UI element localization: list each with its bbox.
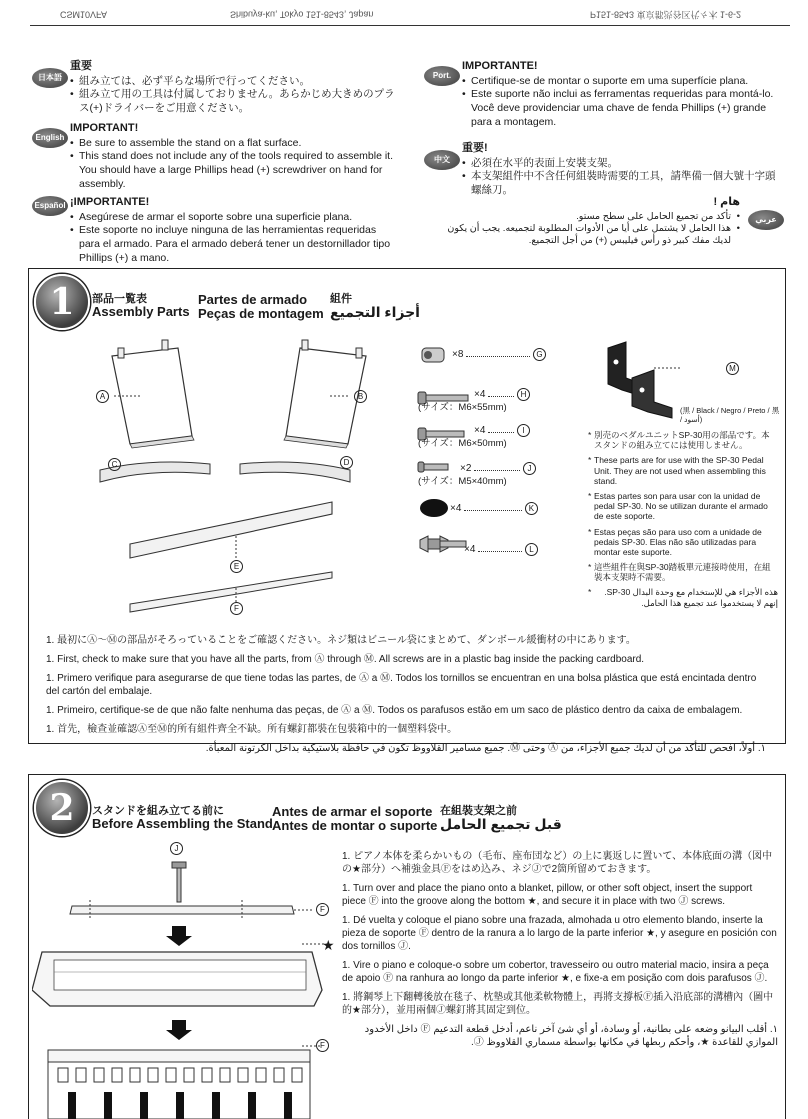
label-a: A <box>96 390 109 404</box>
step1-number: 1 <box>34 274 90 330</box>
label-b: B <box>354 390 367 404</box>
instruction-es: 1. Dé vuelta y coloque el piano sobre una frazada, almohada u otro elemento blando, inserte la pieza de soporte Ⓕ dentro de la ranura a lo largo de la parte inferior ★, y asegure en posición con dos tornillos Ⓙ. <box>342 915 777 952</box>
part-size-h: (サイズ：M6×55mm) <box>418 402 507 413</box>
part-row-l: ×4 L <box>464 543 538 557</box>
label-m: M <box>726 362 739 376</box>
instruction-pt: 1. Vire o piano e coloque-o sobre um cobertor, travesseiro ou outro material macio, insira a peça de apoio Ⓕ na ranhura ao longo da parte inferior ★, e fixe-a em posição com dois parafusos Ⓙ. <box>342 960 769 984</box>
note-ar: * هذه الأجزاء هي للإستخدام مع وحدة البدال SP-30. إنهم لا يستخدموا عند تجميع هذا الحامل. <box>588 587 778 607</box>
warning-item: • 本支架組件中不含任何組裝時需要的工具，請準備一個大號十字頭螺絲刀。 <box>462 170 782 197</box>
bracket-color-note: (黒 / Black / Negro / Preto / 黑 / أسود) <box>680 406 780 424</box>
warning-item: • 組み立ては、必ず平らな場所で行ってください。 <box>70 75 400 89</box>
warning-ja <box>70 60 400 116</box>
step2-heading-ja-en: スタンドを組み立てる前に Before Assembling the Stand <box>92 805 273 832</box>
badge-portuguese: Port. <box>424 66 460 86</box>
warning-item: • Certifique-se de montar o suporte em uma superfície plana. <box>462 75 782 89</box>
label-j: J <box>170 842 183 856</box>
instruction-es: 1. Primero verifique para asegurarse de que tiene todas las partes, de Ⓐ a Ⓜ. Todos los tornillos se encuentran en una bolsa plástica que está encintada dentro del cartón del embalaje. <box>46 673 757 697</box>
step1-heading-es-pt: Partes de armado Peças de montagem <box>198 292 324 322</box>
step1-heading-ja-en: 部品一覧表 Assembly Parts <box>92 293 190 320</box>
step1-instructions <box>46 634 766 761</box>
label-f-top: F <box>316 903 329 917</box>
warning-ar <box>440 196 740 248</box>
label-c: C <box>108 458 121 472</box>
part-row-h: ×4 H <box>474 388 530 402</box>
warning-item: • تأكد من تجميع الحامل على سطح مستو. <box>440 211 740 223</box>
sp30-notes <box>588 430 778 613</box>
badge-spanish: Español <box>32 196 68 216</box>
note-es: * Estas partes son para usar con la unidad de pedal SP-30. No se utilizan durante el armado de este soporte. <box>588 491 778 522</box>
note-zh: * 這些組件在與SP-30踏板單元連接時使用，在組裝本支架時不需要。 <box>588 562 778 582</box>
label-f-bottom: F <box>316 1039 329 1053</box>
warning-pt <box>462 60 782 129</box>
warning-title: 重要 <box>70 60 92 72</box>
strip-right-text: P151-8543 東京都渋谷区代々木 1-6-2 <box>590 9 742 20</box>
strip-left-text: CSM10VFA <box>60 9 108 20</box>
warning-item: • Be sure to assemble the stand on a flat surface. <box>70 137 400 151</box>
label-f: F <box>230 602 243 616</box>
instruction-pt: 1. Primeiro, certifique-se de que não falte nenhuma das peças, de Ⓐ a Ⓜ. Todos os parafusos estão em um saco de plástico dentro da caixa de embalagem. <box>46 705 743 716</box>
part-size-j: (サイズ：M5×40mm) <box>418 476 507 487</box>
warning-title: ¡IMPORTANTE! <box>70 196 150 208</box>
instruction-ar: ١. أقلب البيانو وضعه على بطانية، أو وسادة، أو أي شئ آخر ناعم، أدخل قطعة التدعيم Ⓕ داخل الأخدود الموازي للقاعدة ★، وأحكم ربطها في مكانها بواسطة مسماري القلاووظ Ⓙ. <box>364 1024 778 1048</box>
step2-illustration <box>32 840 332 1119</box>
label-e: E <box>230 560 243 574</box>
warning-item: • 組み立て用の工具は付属しておりません。あらかじめ大きめのプラス(+)ドライバーをご用意ください。 <box>70 88 400 115</box>
warning-item: • 必須在水平的表面上安裝支架。 <box>462 157 782 171</box>
note-ja: * 別売のペダルユニットSP-30用の部品です。本スタンドの組み立てには使用しません。 <box>588 430 778 450</box>
step2-heading-es-pt: Antes de armar el soporte Antes de montar o suporte <box>272 804 438 834</box>
note-pt: * Estas peças são para uso com a unidade de pedais SP-30. Elas não são utilizadas para montar este suporte. <box>588 527 778 558</box>
instruction-en: 1. First, check to make sure that you have all the parts, from Ⓐ through Ⓜ. All screws are in a plastic bag inside the packing cardboard. <box>46 654 645 665</box>
warning-zh <box>462 142 782 198</box>
warning-item: • This stand does not include any of the tools required to assemble it. You should have a large Phillips head (+) screwdriver on hand for assembly. <box>70 150 400 191</box>
warning-en <box>70 122 400 191</box>
part-row-i: ×4 I <box>474 424 530 438</box>
strip-mid-text: Shibuya-ku, Tokyo 151-8543, Japan <box>230 9 374 20</box>
step2-instructions <box>342 850 778 1055</box>
instruction-ja: 1. 最初にⒶ〜Ⓜの部品がそろっていることをご確認ください。ネジ類はビニール袋にまとめて、ダンボール緩衝材の中にあります。 <box>46 635 636 646</box>
warning-title: IMPORTANTE! <box>462 60 538 72</box>
instruction-zh: 1. 首先，檢查並確認Ⓐ至Ⓜ的所有組件齊全不缺。所有螺釘都裝在包裝箱中的一個塑料袋中。 <box>46 724 458 735</box>
step1-heading-zh-ar: 組件 أجزاء التجميع <box>330 293 420 321</box>
warning-item: • Este suporte não inclui as ferramentas requeridas para montá-lo. Você deve providenciar uma chave de fenda Phillips (+) grande para a montagem. <box>462 88 782 129</box>
badge-chinese: 中文 <box>424 150 460 170</box>
bracket-m-illustration <box>592 338 682 428</box>
instruction-ar: ١. أولاً، افحص للتأكد من أن لديك جميع الأجزاء، من Ⓐ وحتى Ⓜ. جميع مسامير القلاووظ تكون في حافظة بلاستيكية بداخل الكرتونة المعبأة. <box>205 743 766 754</box>
warning-item: • هذا الحامل لا يشتمل على أيا من الأدوات المطلوبة لتجميعه. يجب أن يكون لديك مفك كبير ذو رأس فيليبس (+) من أجل التجميع. <box>440 223 740 248</box>
part-row-k: ×4 K <box>450 502 538 516</box>
step2-heading-zh-ar: 在組裝支架之前 قبل تجميع الحامل <box>440 805 562 833</box>
star-marker: ★ <box>322 937 335 953</box>
top-header-strip <box>30 4 790 26</box>
part-size-i: (サイズ：M6×50mm) <box>418 438 507 449</box>
step2-number: 2 <box>34 780 90 836</box>
hardware-icons <box>414 344 474 564</box>
warning-title: 重要! <box>462 142 488 154</box>
part-row-g: ×8 G <box>452 348 546 362</box>
assembly-parts-illustration <box>70 336 400 626</box>
warning-es <box>70 196 400 265</box>
instruction-ja: 1. ピアノ本体を柔らかいもの（毛布、座布団など）の上に裏返しに置いて、本体底面の溝（図中の★部分）へ補強金具Ⓕをはめ込み、ネジⒿで2箇所留めておきます。 <box>342 851 773 875</box>
warning-item: • Este soporte no incluye ninguna de las herramientas requeridas para el armado. Para el armado deberá tener un destornillador tipo Phillips (+) a mano. <box>70 224 400 265</box>
badge-japanese: 日本語 <box>32 68 68 88</box>
note-en: * These parts are for use with the SP-30 Pedal Unit. They are not used when assembling this stand. <box>588 455 778 486</box>
badge-english: English <box>32 128 68 148</box>
label-d: D <box>340 456 353 470</box>
part-row-j: ×2 J <box>460 462 536 476</box>
warning-item: • Asegúrese de armar el soporte sobre una superficie plana. <box>70 211 400 225</box>
badge-arabic: عربي <box>748 210 784 230</box>
instruction-en: 1. Turn over and place the piano onto a blanket, pillow, or other soft object, insert the support piece Ⓕ into the groove along the bottom ★, and secure it in place with two Ⓙ screws. <box>342 883 753 907</box>
warning-title: هام ! <box>713 196 740 208</box>
instruction-zh: 1. 將鋼琴上下翻轉後放在毯子、枕墊或其他柔軟物體上，再將支撐板Ⓕ插入沿底部的溝槽內（圖中的★部分），並用兩個Ⓙ螺釘將其固定到位。 <box>342 992 774 1016</box>
warning-title: IMPORTANT! <box>70 122 139 134</box>
